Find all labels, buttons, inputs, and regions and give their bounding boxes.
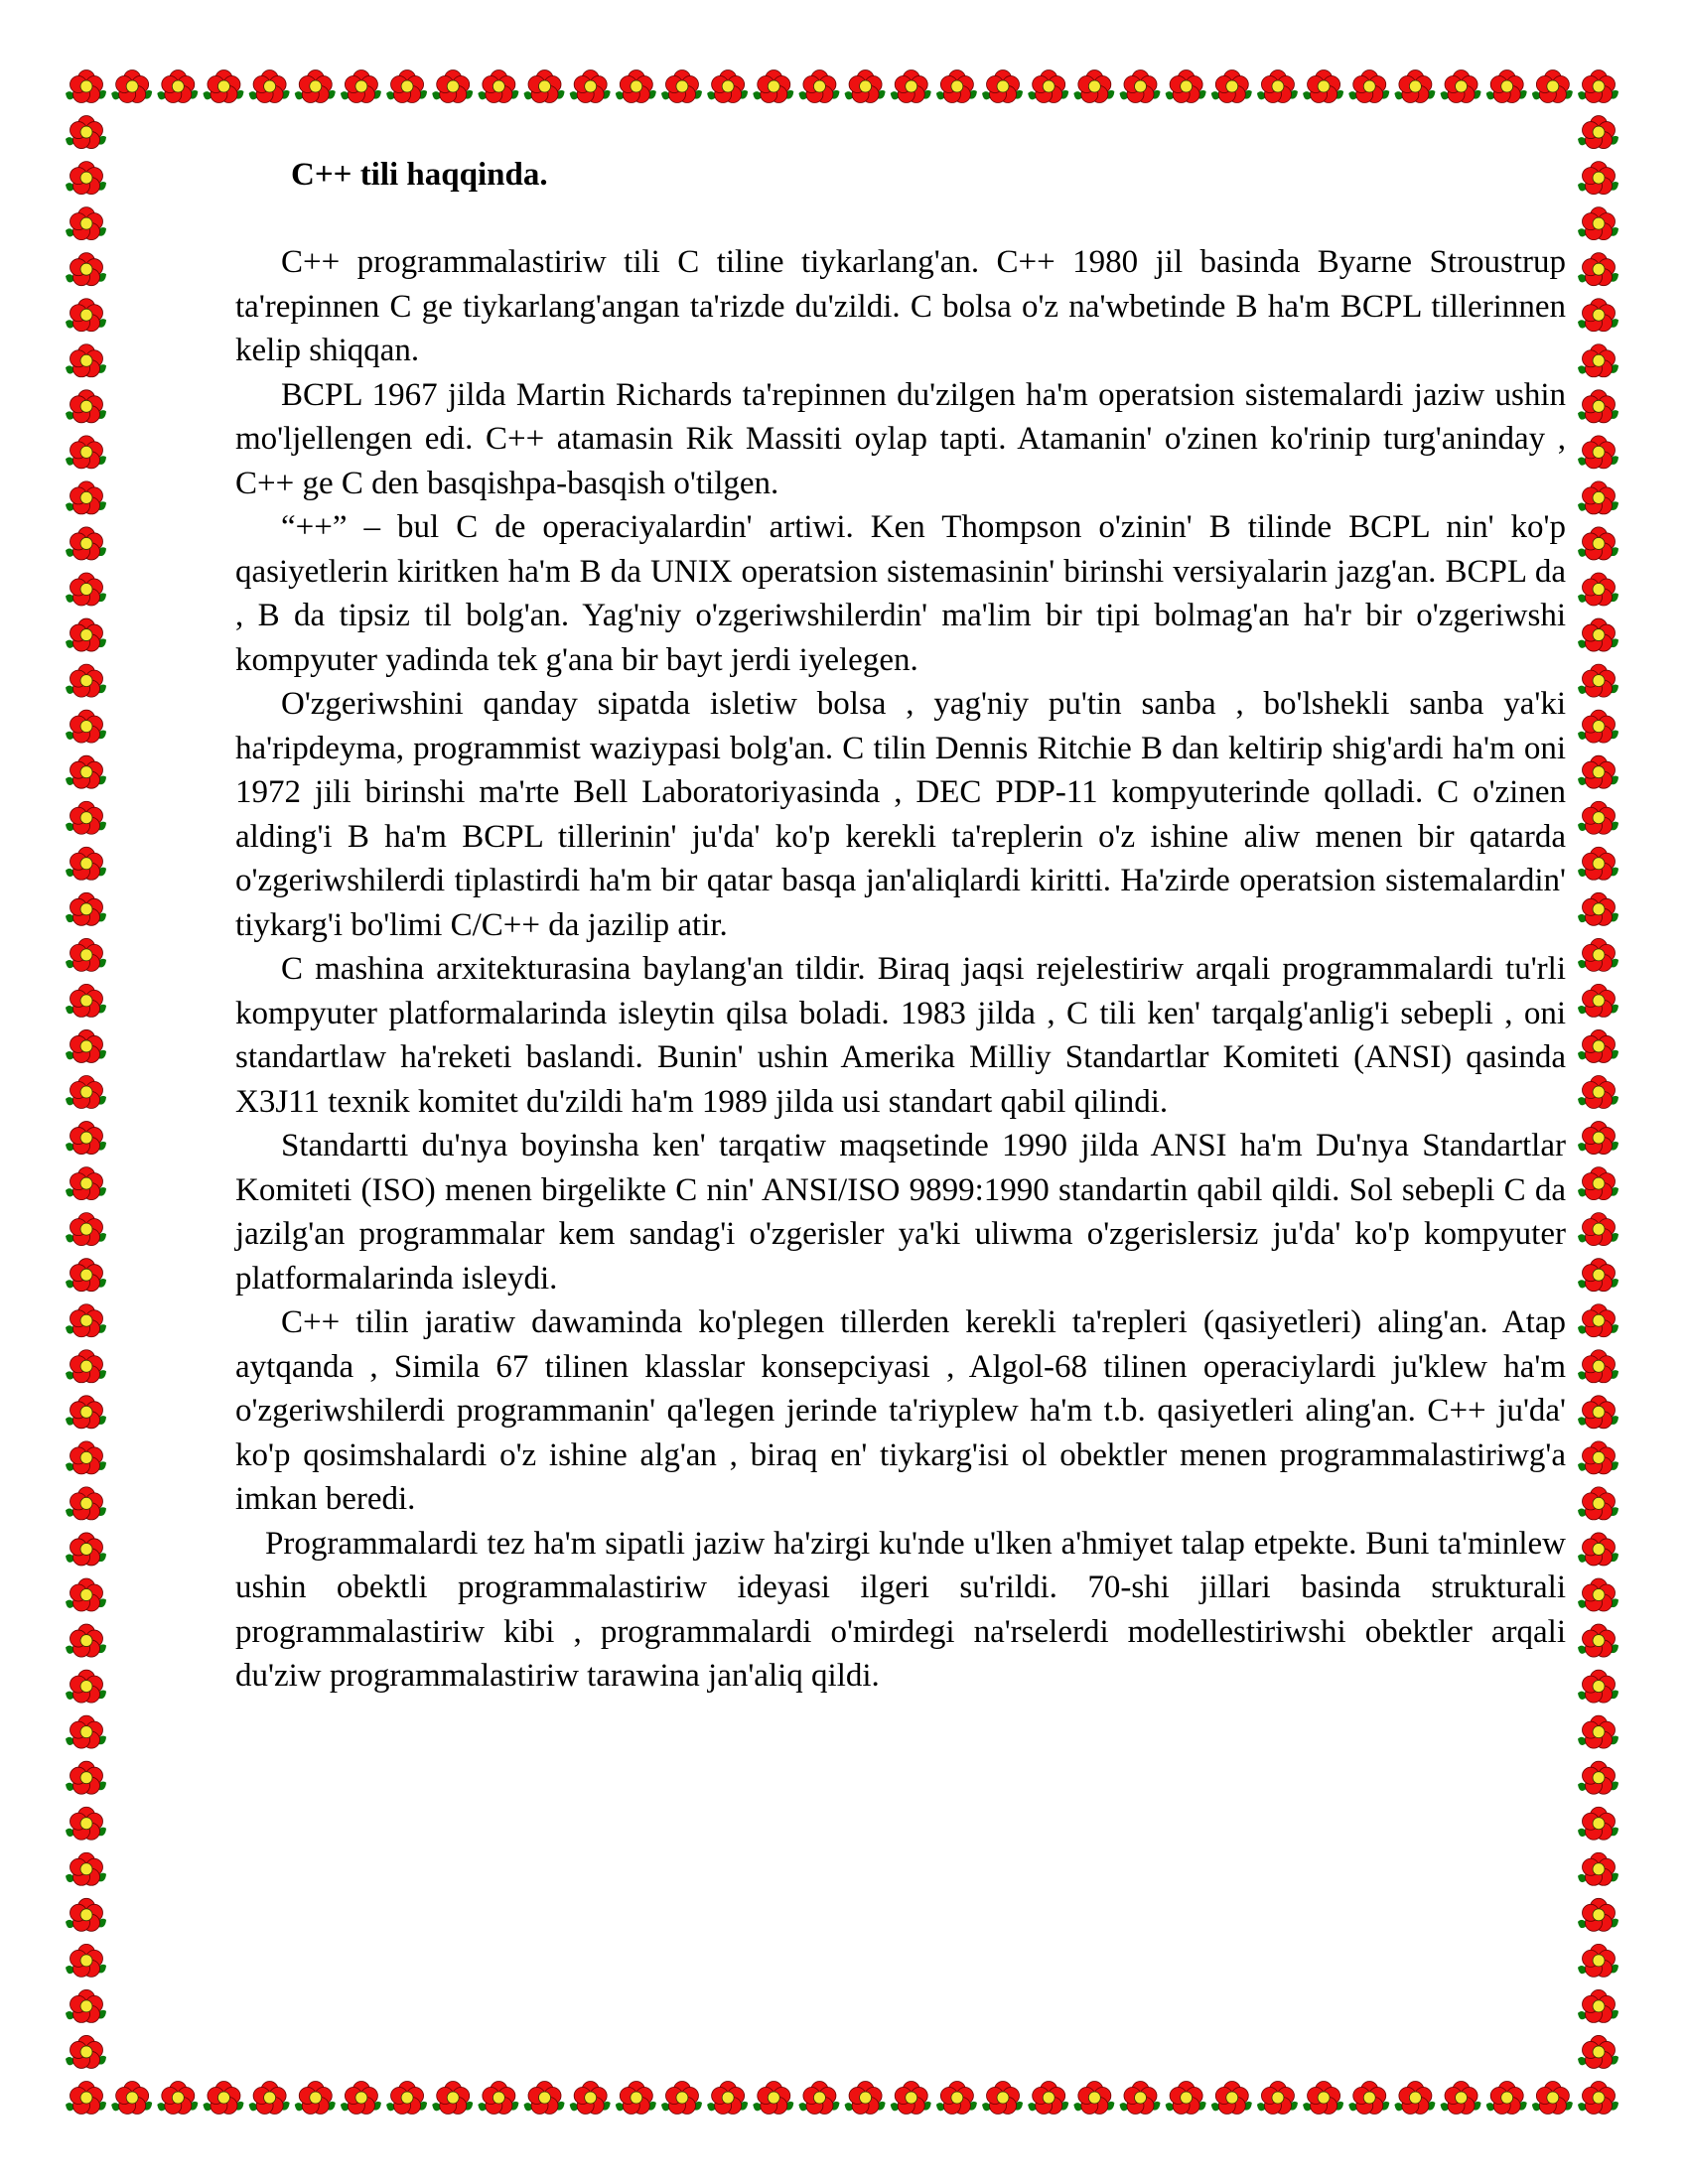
flower-icon <box>524 70 565 103</box>
paragraph: Programmalardi tez ha'm sipatli jaziw ha'zirgi ku'nde u'lken a'hmiyet talap etpekte. Buni ta'minlew ushin obektli programmalastiriw ideyasi ilgeri su'rildi. 70-shi jillari basinda strukturali programmalastiriw kibi , programmalardi o'mirdegi na'rselerdi modellestiriwshi obektler arqali du'ziw programmalastiriw tarawina jan'aliq qildi. <box>235 1525 1566 1694</box>
document-title: C++ tili haqqinda. <box>291 157 548 193</box>
flower-icon <box>891 70 931 103</box>
flower-icon <box>1578 755 1618 788</box>
paragraph: C mashina arxitekturasina baylang'an tildir. Biraq jaqsi rejelestiriw arqali programmalardi tu'rli kompyuter platformalarinda isleytin qilsa boladi. 1983 jilda , C tili ken' tarqalg'anlig'i sebepli , oni standartlaw ha'reketi baslandi. Bunin' ushin Amerika Milliy Standartlar Komiteti (ANSI) qasinda X3J11 texnik komitet du'zildi ha'm 1989 jilda usi standart qabil qilindi. <box>235 951 1566 1120</box>
flower-icon <box>478 2082 518 2115</box>
flower-icon <box>1578 344 1618 377</box>
flower-icon <box>1532 70 1573 103</box>
flower-icon <box>1578 1076 1618 1109</box>
flower-icon <box>1578 1989 1618 2022</box>
flower-icon <box>936 2082 977 2115</box>
flower-icon <box>1578 1441 1618 1474</box>
flower-icon <box>1578 527 1618 560</box>
flower-icon <box>432 70 473 103</box>
flower-icon <box>66 1213 106 1246</box>
flower-icon <box>66 1122 106 1155</box>
flower-icon <box>66 938 106 971</box>
flower-icon <box>1578 938 1618 971</box>
flower-icon <box>66 436 106 469</box>
flower-icon <box>1578 207 1618 240</box>
flower-icon <box>66 1898 106 1931</box>
flower-icon <box>1028 70 1068 103</box>
flower-icon <box>66 527 106 560</box>
flower-icon <box>1486 70 1527 103</box>
flower-icon <box>1578 847 1618 880</box>
flower-icon <box>1073 70 1114 103</box>
flower-icon <box>203 70 243 103</box>
flower-icon <box>707 70 748 103</box>
flower-icon <box>66 755 106 788</box>
flower-icon <box>66 481 106 514</box>
flower-icon <box>753 2082 793 2115</box>
flower-icon <box>1348 2082 1389 2115</box>
flower-icon <box>1441 2082 1481 2115</box>
flower-icon <box>66 1807 106 1840</box>
paragraph: C++ tilin jaratiw dawaminda ko'plegen tillerden kerekli ta'repleri (qasiyetleri) aling'an. Atap aytqanda , Simila 67 tilinen klasslar konsepciyasi , Algol-68 tilinen operaciylardi ju'klew ha'm o'zgeriwshilerdi programmanin' qa'legen jerinde ta'riyplew ha'm t.b. qasiyetleri aling'an. C++ ju'da' ko'p qosimshalardi o'z ishine alg'an , biraq en' tiykarg'isi ol obektler menen programmalastiriwg'a imkan beredi. <box>235 1304 1566 1517</box>
flower-icon <box>66 1487 106 1520</box>
flower-icon <box>1578 1487 1618 1520</box>
flower-icon <box>1578 1167 1618 1200</box>
flower-icon <box>66 1350 106 1383</box>
flower-icon <box>1028 2082 1068 2115</box>
flower-icon <box>1578 1578 1618 1611</box>
flower-icon <box>616 70 656 103</box>
flower-icon <box>66 1533 106 1566</box>
flower-icon <box>111 2082 152 2115</box>
flower-icon <box>66 344 106 377</box>
flower-icon <box>1578 1350 1618 1383</box>
flower-icon <box>66 207 106 240</box>
flower-icon <box>249 70 290 103</box>
flower-icon <box>570 70 611 103</box>
flower-icon <box>1578 618 1618 651</box>
document-body <box>235 153 1566 1699</box>
flower-icon <box>524 2082 565 2115</box>
flower-icon <box>1578 892 1618 925</box>
flower-icon <box>1257 70 1298 103</box>
flower-icon <box>1348 70 1389 103</box>
flower-icon <box>1578 710 1618 743</box>
flower-icon <box>203 2082 243 2115</box>
flower-icon <box>845 70 886 103</box>
flower-icon <box>111 70 152 103</box>
flower-icon <box>66 1715 106 1748</box>
flower-icon <box>66 1029 106 1062</box>
flower-icon <box>1578 1396 1618 1429</box>
flower-icon <box>66 984 106 1017</box>
flower-icon <box>1578 1715 1618 1748</box>
flower-icon <box>66 1624 106 1657</box>
flower-icon <box>249 2082 290 2115</box>
flower-icon <box>1578 1761 1618 1794</box>
flower-icon <box>1578 1852 1618 1885</box>
flower-icon <box>1578 70 1618 103</box>
flower-icon <box>1532 2082 1573 2115</box>
flower-icon <box>1578 481 1618 514</box>
flower-icon <box>66 710 106 743</box>
flower-icon <box>478 70 518 103</box>
flower-icon <box>1166 70 1206 103</box>
flower-icon <box>1578 1898 1618 1931</box>
flower-icon <box>1119 70 1160 103</box>
flower-icon <box>157 2082 198 2115</box>
flower-icon <box>1578 1304 1618 1337</box>
paragraph: “++” – bul C de operaciyalardin' artiwi. Ken Thompson o'zinin' B tilinde BCPL nin' ko'p qasiyetlerin kiritken ha'm B da UNIX operatsion sistemasinin' birinshi versiyalarin jazg'an. BCPL da , B da tipsiz til bolg'an. Yag'niy o'zgeriwshilerdin' ma'lim bir tipi bolmag'an ha'r bir o'zgeriwshi kompyuter yadinda tek g'ana bir bayt jerdi iyelegen. <box>235 509 1566 678</box>
flower-icon <box>1119 2082 1160 2115</box>
flower-icon <box>66 892 106 925</box>
flower-icon <box>1578 984 1618 1017</box>
flower-icon <box>707 2082 748 2115</box>
flower-icon <box>1578 436 1618 469</box>
flower-icon <box>66 1852 106 1885</box>
flower-icon <box>1257 2082 1298 2115</box>
flower-icon <box>1578 1259 1618 1292</box>
flower-icon <box>341 2082 381 2115</box>
flower-icon <box>753 70 793 103</box>
flower-icon <box>1578 1670 1618 1703</box>
paragraph: BCPL 1967 jilda Martin Richards ta'repinnen du'zilgen ha'm operatsion sistemalardi jaziw ushin mo'ljellengen edi. C++ atamasin Rik Massiti oylap tapti. Atamanin' o'zinen ko'rinip turg'aninday , C++ ge C den basqishpa-basqish o'tilgen. <box>235 376 1566 501</box>
flower-icon <box>341 70 381 103</box>
flower-icon <box>982 2082 1023 2115</box>
flower-icon <box>66 618 106 651</box>
flower-icon <box>1303 70 1343 103</box>
flower-icon <box>66 573 106 606</box>
flower-icon <box>1166 2082 1206 2115</box>
flower-icon <box>1578 253 1618 286</box>
flower-icon <box>891 2082 931 2115</box>
flower-icon <box>1578 116 1618 149</box>
flower-icon <box>295 2082 336 2115</box>
flower-icon <box>66 847 106 880</box>
flower-icon <box>66 253 106 286</box>
flower-icon <box>1578 801 1618 834</box>
flower-icon <box>66 664 106 697</box>
flower-icon <box>570 2082 611 2115</box>
flower-icon <box>66 1396 106 1429</box>
flower-icon <box>1211 2082 1252 2115</box>
flower-icon <box>982 70 1023 103</box>
flower-icon <box>66 116 106 149</box>
flower-icon <box>1578 2082 1618 2115</box>
paragraph: Standartti du'nya boyinsha ken' tarqatiw maqsetinde 1990 jilda ANSI ha'm Du'nya Standartlar Komiteti (ISO) menen birgelikte C nin' ANSI/ISO 9899:1990 standartin qabil qildi. Sol sebepli C da jazilg'an programmalar kem sandag'i o'zgerisler ya'ki uliwma o'zgerislersiz ju'da' ko'p kompyuter platformalarinda isleydi. <box>235 1128 1566 1297</box>
flower-icon <box>1486 2082 1527 2115</box>
flower-icon <box>1303 2082 1343 2115</box>
flower-icon <box>66 2035 106 2068</box>
flower-icon <box>1394 70 1435 103</box>
flower-icon <box>616 2082 656 2115</box>
flower-icon <box>1578 1122 1618 1155</box>
flower-icon <box>66 1076 106 1109</box>
flower-icon <box>1578 1029 1618 1062</box>
flower-icon <box>1578 299 1618 332</box>
flower-icon <box>66 2082 106 2115</box>
flower-icon <box>66 299 106 332</box>
flower-icon <box>66 1944 106 1977</box>
flower-icon <box>295 70 336 103</box>
flower-icon <box>432 2082 473 2115</box>
flower-icon <box>386 70 427 103</box>
flower-icon <box>1578 1624 1618 1657</box>
flower-icon <box>1578 2035 1618 2068</box>
paragraph: C++ programmalastiriw tili C tiline tiykarlang'an. C++ 1980 jil basinda Byarne Stroustrup ta'repinnen C ge tiykarlang'angan ta'rizde du'zildi. C bolsa o'z na'wbetinde B ha'm BCPL tillerinnen kelip shiqqan. <box>235 244 1566 368</box>
flower-icon <box>66 1441 106 1474</box>
flower-icon <box>1394 2082 1435 2115</box>
flower-icon <box>1578 1533 1618 1566</box>
flower-icon <box>661 2082 702 2115</box>
flower-icon <box>66 390 106 423</box>
flower-icon <box>845 2082 886 2115</box>
flower-icon <box>1578 1944 1618 1977</box>
flower-icon <box>1578 162 1618 195</box>
flower-icon <box>798 70 839 103</box>
flower-icon <box>66 162 106 195</box>
flower-icon <box>66 1989 106 2022</box>
paragraph: O'zgeriwshini qanday sipatda isletiw bolsa , yag'niy pu'tin sanba , bo'lshekli sanba ya'ki ha'ripdeyma, programmist waziypasi bolg'an. C tilin Dennis Ritchie B dan keltirip shig'ardi ha'm oni 1972 jili birinshi ma'rte Bell Laboratoriyasinda , DEC PDP-11 kompyuterinde qolladi. C o'zinen alding'i B ha'm BCPL tillerinin' ju'da' ko'p kerekli ta'replerin o'z ishine aliw menen bir qatarda o'zgeriwshilerdi tiplastirdi ha'm bir qatar basqa jan'aliqlardi kiritti. Ha'zirde operatsion sistemalardin' tiykarg'i bo'limi C/C++ da jazilip atir. <box>235 686 1566 943</box>
flower-icon <box>1578 390 1618 423</box>
flower-icon <box>1073 2082 1114 2115</box>
flower-icon <box>66 1761 106 1794</box>
flower-icon <box>66 801 106 834</box>
flower-icon <box>1578 573 1618 606</box>
flower-icon <box>66 1167 106 1200</box>
flower-icon <box>66 1578 106 1611</box>
flower-icon <box>936 70 977 103</box>
flower-icon <box>798 2082 839 2115</box>
flower-icon <box>1211 70 1252 103</box>
flower-icon <box>1578 1807 1618 1840</box>
flower-icon <box>66 70 106 103</box>
flower-icon <box>66 1259 106 1292</box>
flower-icon <box>1578 664 1618 697</box>
flower-icon <box>1578 1213 1618 1246</box>
flower-icon <box>661 70 702 103</box>
flower-icon <box>386 2082 427 2115</box>
flower-icon <box>66 1670 106 1703</box>
flower-icon <box>1441 70 1481 103</box>
flower-icon <box>157 70 198 103</box>
flower-icon <box>66 1304 106 1337</box>
